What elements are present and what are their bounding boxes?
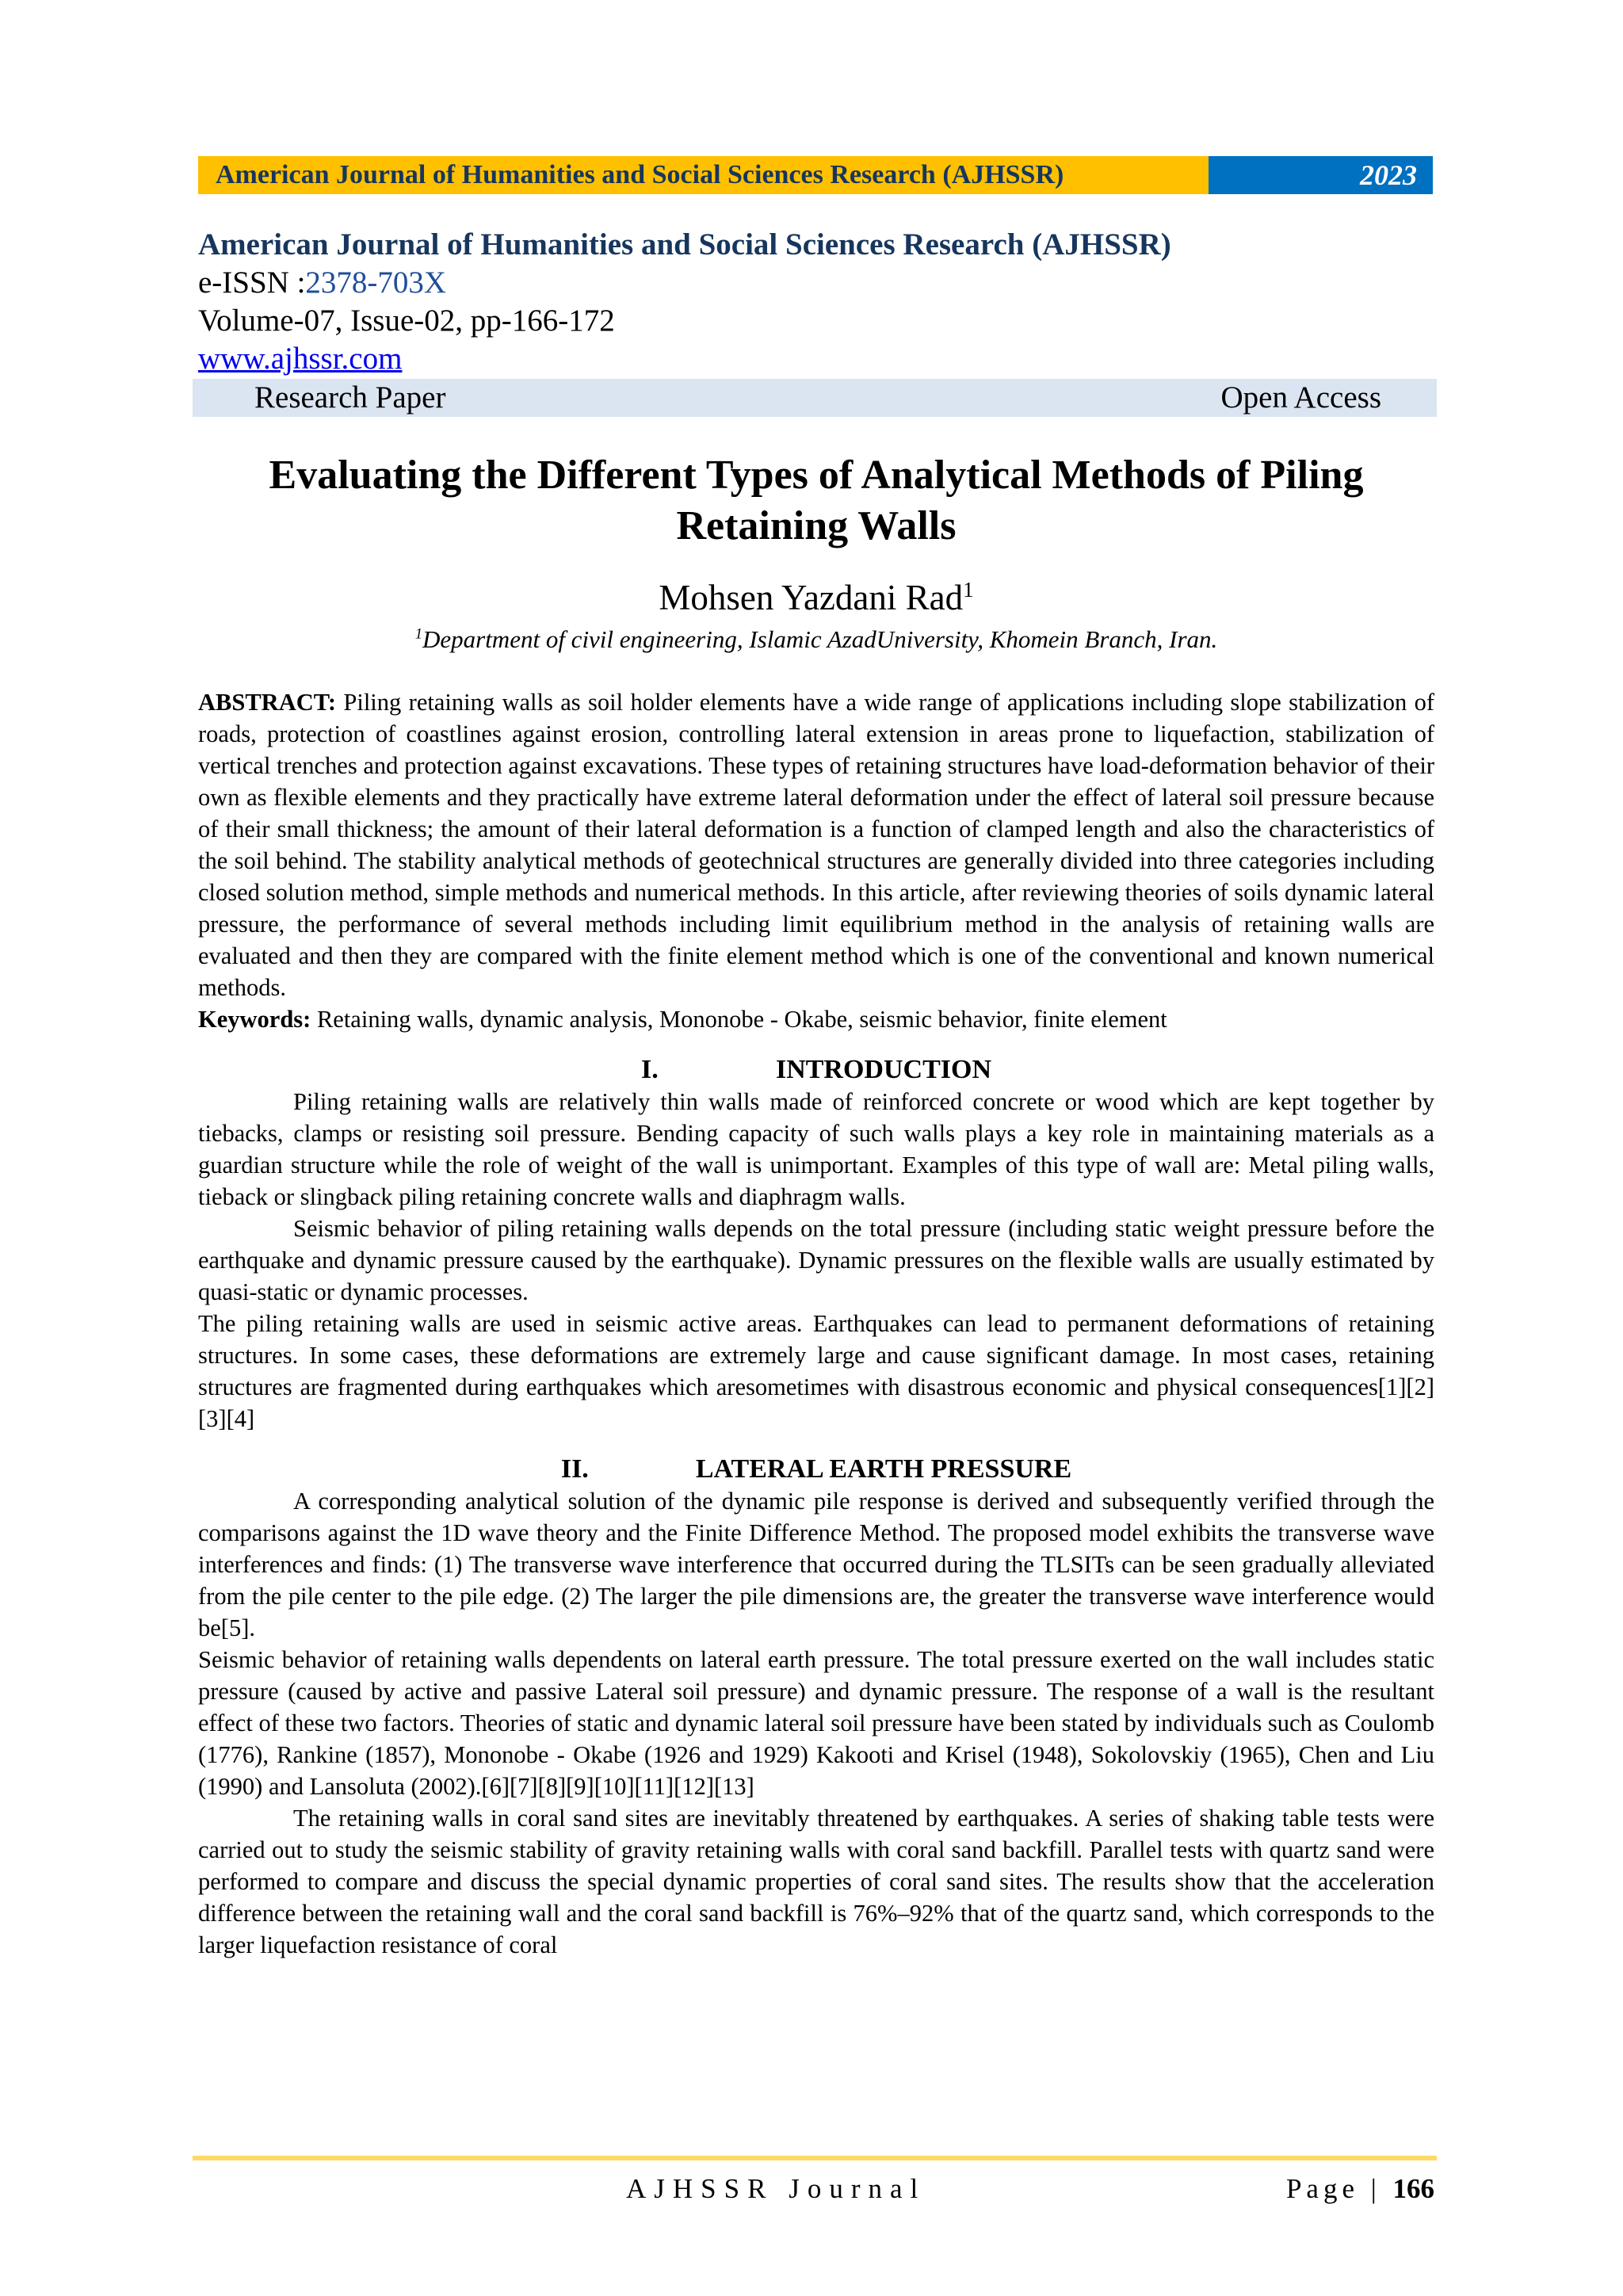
footer-page (1286, 2172, 1434, 2206)
keywords-paragraph (198, 1003, 1434, 1035)
section-heading-introduction (198, 1054, 1434, 1086)
running-header-year: 2023 (1209, 156, 1433, 194)
paragraph: Seismic behavior of piling retaining walls depends on the total pressure (including static weight pressure before the earthquake and dynamic pressure caused by the earthquake). Dynamic pressures on the flexible walls are usually estimated by quasi-static or dynamic processes. (198, 1215, 1434, 1305)
section-title: LATERAL EARTH PRESSURE (695, 1454, 1072, 1484)
paragraph: Seismic behavior of retaining walls dependents on lateral earth pressure. The total pressure exerted on the wall includes static pressure (caused by active and passive Lateral soil pressure) and dynamic pressure. The response of a wall is the resultant effect of these two factors. Theories of static and dynamic lateral soil pressure have been stated by individuals such as Coulomb (1776), Rankine (1857), Mononobe - Okabe (1926 and 1929) Kakooti and Krisel (1948), Sokolovskiy (1965), Chen and Liu (1990) and Lansoluta (2002).[6][7][8][9][10][11][12][13] (198, 1646, 1434, 1800)
paragraph: Piling retaining walls are relatively thin walls made of reinforced concrete or wood which are kept together by tiebacks, clamps or resisting soil pressure. Bending capacity of such walls plays a key role in maintaining materials as a guardian structure while the role of weight of the wall is unimportant. Examples of this type of wall are: Metal piling walls, tieback or slingback piling retaining concrete walls and diaphragm walls. (198, 1088, 1434, 1210)
journal-name: American Journal of Humanities and Social Sciences Research (AJHSSR) (198, 227, 1171, 262)
section-number: I. (640, 1055, 659, 1084)
footer-page-number: 166 (1392, 2173, 1434, 2204)
paper-title: Evaluating the Different Types of Analytical Methods of Piling Retaining Walls (269, 453, 1364, 548)
abstract-label: ABSTRACT: (198, 689, 336, 716)
abstract-text: Piling retaining walls as soil holder elements have a wide range of applications including slope stabilization of roads, protection of coastlines against erosion, controlling lateral extension in areas prone to liquefaction, stabilization of vertical trenches and protection against excavations. These types of retaining structures have load-deformation behavior of their own as flexible elements and they practically have extreme lateral deformation under the effect of lateral soil pressure because of their small thickness; the amount of their lateral deformation is a function of clamped length and also the characteristics of the soil behind. The stability analytical methods of geotechnical structures are generally divided into three categories including closed solution method, simple methods and numerical methods. In this article, after reviewing theories of soils dynamic lateral pressure, the performance of several methods including limit equilibrium method in the analysis of retaining walls are evaluated and then they are compared with the finite element method which is one of the conventional and known numerical methods. (198, 689, 1435, 1001)
author-sup: 1 (963, 578, 974, 602)
paper-type-label: Research Paper (254, 380, 446, 415)
running-header-journal: American Journal of Humanities and Social Sciences Research (AJHSSR) (198, 156, 1209, 194)
issn-label: e-ISSN : (198, 266, 306, 300)
section-title: INTRODUCTION (775, 1055, 992, 1084)
author-name: Mohsen Yazdani Rad (659, 578, 964, 617)
abstract-paragraph (198, 686, 1434, 1003)
issn-number: 2378-703X (305, 266, 447, 300)
affiliation-text: Department of civil engineering, Islamic AzadUniversity, Khomein Branch, Iran. (422, 625, 1218, 653)
paper-type-bar (193, 379, 1437, 417)
footer-rule (193, 2156, 1437, 2160)
website-link[interactable]: www.ajhssr.com (198, 342, 403, 376)
paragraph: The piling retaining walls are used in seismic active areas. Earthquakes can lead to permanent deformations of retaining structures. In some cases, these deformations are extremely large and cause significant damage. In most cases, retaining structures are fragmented during earthquakes which aresometimes with disastrous economic and physical consequences[1][2][3][4] (198, 1310, 1434, 1432)
running-header (198, 156, 1433, 194)
issn-line (198, 264, 1434, 302)
access-label: Open Access (1220, 380, 1381, 415)
section-heading-lateral-earth-pressure (198, 1454, 1434, 1485)
paragraph: The retaining walls in coral sand sites are inevitably threatened by earthquakes. A series of shaking table tests were carried out to study the seismic stability of gravity retaining walls with coral sand backfill. Parallel tests with quartz sand were performed to compare and discuss the special dynamic properties of coral sand sites. The results show that the acceleration difference between the retaining wall and the coral sand backfill is 76%–92% that of the quartz sand, which corresponds to the larger liquefaction resistance of coral (198, 1805, 1434, 1958)
keywords-label: Keywords: (198, 1006, 311, 1033)
volume-line: Volume-07, Issue-02, pp-166-172 (198, 304, 615, 338)
body-text (198, 686, 1434, 1961)
affiliation (198, 624, 1434, 655)
affiliation-sup: 1 (414, 625, 422, 643)
footer-page-label: Page | (1285, 2173, 1381, 2204)
section-number: II. (560, 1454, 589, 1484)
journal-meta (198, 226, 1434, 378)
author-line (198, 575, 1434, 620)
keywords-text: Retaining walls, dynamic analysis, Mononobe - Okabe, seismic behavior, finite element (316, 1006, 1167, 1033)
footer-journal: AJHSSR Journal (626, 2173, 926, 2204)
paragraph: A corresponding analytical solution of the dynamic pile response is derived and subsequently verified through the comparisons against the 1D wave theory and the Finite Difference Method. The proposed model exhibits the transverse wave interferences and finds: (1) The transverse wave interference that occurred during the TLSITs can be seen gradually alleviated from the pile center to the pile edge. (2) The larger the pile dimensions are, the greater the transverse wave interference would be[5]. (198, 1488, 1434, 1641)
